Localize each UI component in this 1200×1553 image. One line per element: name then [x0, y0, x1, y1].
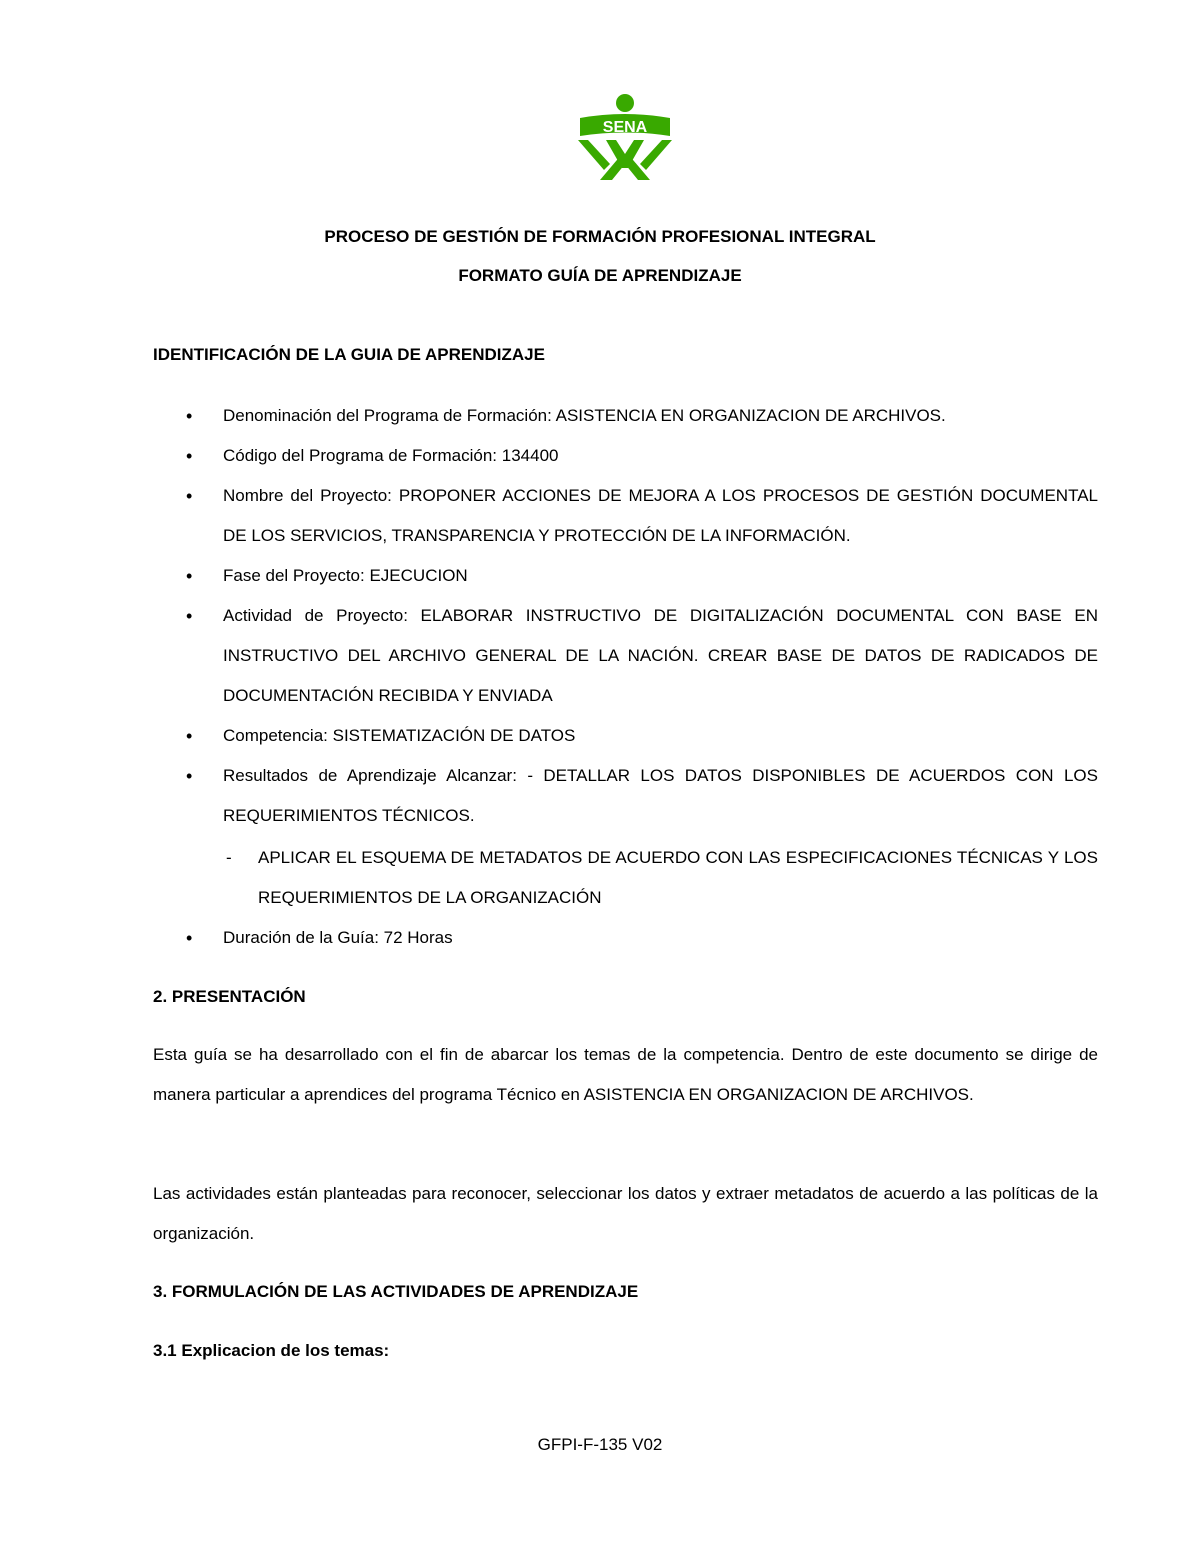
section-3-1-title: 3.1 Explicacion de los temas: [153, 1341, 390, 1360]
list-item: • Resultados de Aprendizaje Alcanzar: - DETALLAR LOS DATOS DISPONIBLES DE ACUERDOS CON LOS REQUERIMIENTOS TÉCNICOS. [153, 756, 1098, 836]
list-item: • Fase del Proyecto: EJECUCION [153, 556, 1098, 596]
header-line-1: PROCESO DE GESTIÓN DE FORMACIÓN PROFESIONAL INTEGRAL [324, 227, 876, 246]
identification-list-end [153, 918, 1098, 958]
sub-list-item [223, 838, 1098, 918]
list-item: • Duración de la Guía: 72 Horas [153, 918, 1098, 958]
presentation-paragraph-2: Las actividades están planteadas para reconocer, seleccionar los datos y extraer metadatos de acuerdo a las políticas de la organización. [153, 1184, 1098, 1243]
list-item: • Competencia: SISTEMATIZACIÓN DE DATOS [153, 716, 1098, 756]
logo-left-arm [578, 140, 610, 170]
section-1-title: IDENTIFICACIÓN DE LA GUIA DE APRENDIZAJE [153, 345, 545, 364]
list-item: • Actividad de Proyecto: ELABORAR INSTRUCTIVO DE DIGITALIZACIÓN DOCUMENTAL CON BASE EN INSTRUCTIVO DEL ARCHIVO GENERAL DE LA NACIÓN. CREAR BASE DE DATOS DE RADICADOS DE DOCUMENTACIÓN RECIBIDA Y ENVIADA [153, 596, 1098, 716]
list-item: • Denominación del Programa de Formación: ASISTENCIA EN ORGANIZACION DE ARCHIVOS. [153, 396, 1098, 436]
sub-list-item-text: APLICAR EL ESQUEMA DE METADATOS DE ACUERDO CON LAS ESPECIFICACIONES TÉCNICAS Y LOS REQUERIMIENTOS DE LA ORGANIZACIÓN [258, 848, 1098, 907]
footer-code: GFPI-F-135 V02 [537, 1435, 663, 1454]
section-2-title: 2. PRESENTACIÓN [153, 987, 306, 1006]
logo-right-arm [640, 140, 672, 170]
dash-marker: - [226, 848, 232, 867]
section-3-title: 3. FORMULACIÓN DE LAS ACTIVIDADES DE APRENDIZAJE [153, 1282, 639, 1301]
list-item: • Código del Programa de Formación: 134400 [153, 436, 1098, 476]
identification-list [153, 396, 1098, 836]
list-item: • Nombre del Proyecto: PROPONER ACCIONES DE MEJORA A LOS PROCESOS DE GESTIÓN DOCUMENTAL DE LOS SERVICIOS, TRANSPARENCIA Y PROTECCIÓN DE LA INFORMACIÓN. [153, 476, 1098, 556]
logo-head [616, 94, 634, 112]
sena-logo [576, 92, 674, 184]
logo-text: SENA [602, 119, 648, 136]
presentation-paragraph-1: Esta guía se ha desarrollado con el fin de abarcar los temas de la competencia. Dentro de este documento se dirige de manera particular a aprendices del programa Técnico en ASISTENCIA EN ORGANIZACION DE ARCHIVOS. [153, 1045, 1098, 1104]
header-line-2: FORMATO GUÍA DE APRENDIZAJE [458, 266, 742, 285]
